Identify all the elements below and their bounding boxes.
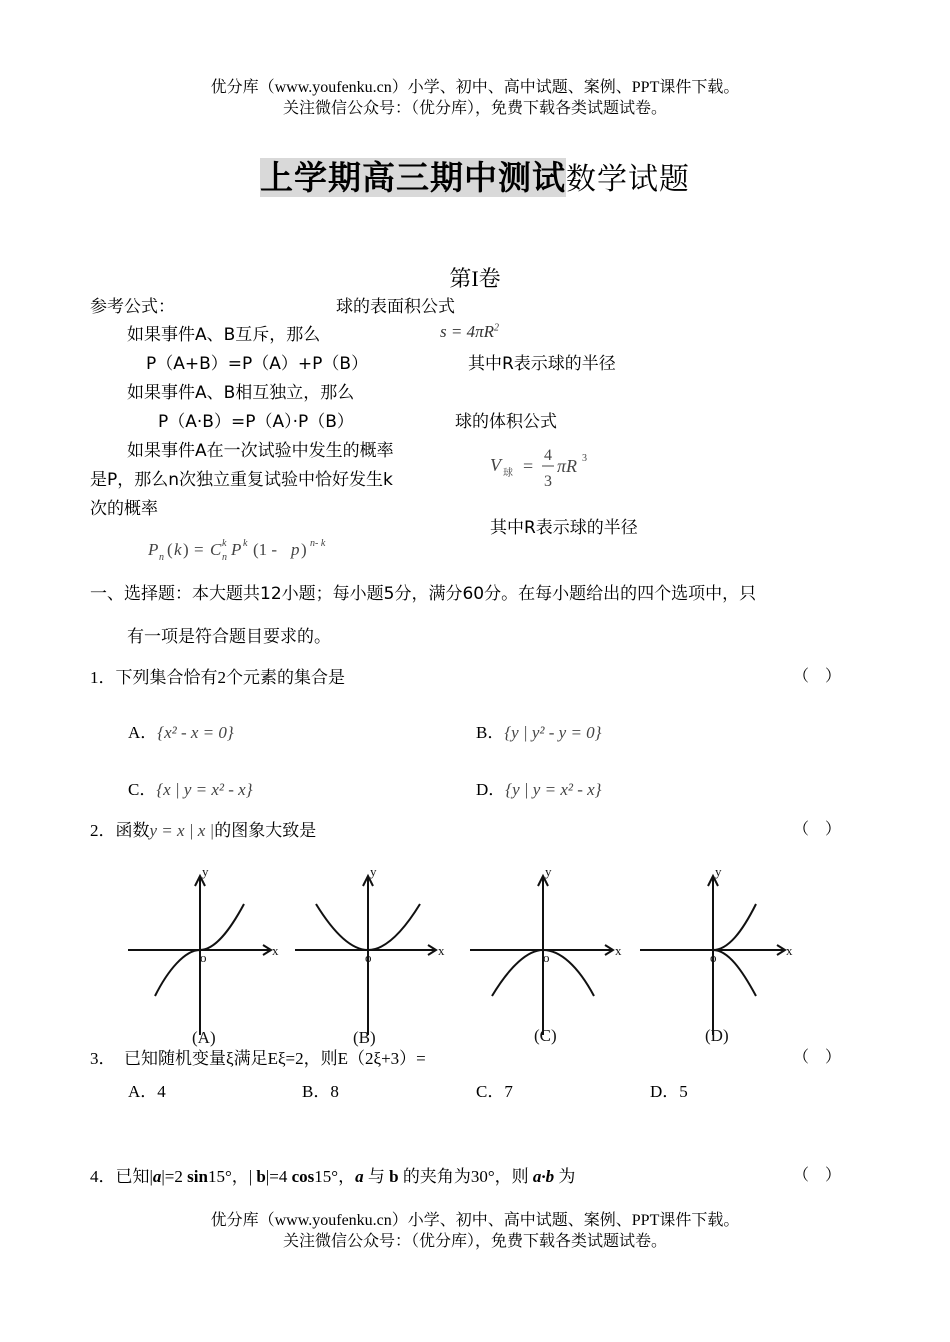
- q4-part-5: 15°，: [314, 1167, 356, 1186]
- svg-text:=: =: [523, 456, 534, 476]
- q3-stem: 3． 已知随机变量ξ满足Eξ=2，则E（2ξ+3）=: [90, 1049, 426, 1068]
- q1-stem: 1．下列集合恰有2个元素的集合是: [90, 668, 345, 687]
- binomial-formula: [148, 535, 368, 565]
- q1-option-b-label: B．: [476, 723, 505, 742]
- q4-part-7: 的夹角为30°，则: [402, 1167, 529, 1186]
- graph-a-x-label: x: [272, 943, 279, 958]
- svg-text:(1 -: (1 -: [253, 540, 278, 559]
- q4-part-1: 4．已知|: [90, 1167, 153, 1186]
- q1-option-d-text: {y | y = x² - x}: [505, 780, 602, 799]
- svg-text:C: C: [210, 540, 222, 559]
- section1-line-1: 一、选择题：本大题共12小题；每小题5分，满分60分。在每小题给出的四个选项中，只: [90, 584, 757, 604]
- q3-option-b: [302, 1077, 339, 1102]
- q1-option-c-text: {x | y = x² - x}: [156, 780, 253, 799]
- sphere-volume-label: 球的体积公式: [455, 412, 557, 432]
- q4-vector-b-2: b: [389, 1167, 399, 1186]
- footer-line-2: 关注微信公众号：（优分库），免费下载各类试题试卷。: [282, 1233, 667, 1250]
- q4-part-6: 与: [367, 1167, 385, 1186]
- svg-text:p: p: [291, 540, 300, 559]
- q3-option-b-text: 8: [330, 1082, 339, 1101]
- svg-text:n: n: [159, 552, 164, 563]
- q3-option-a-label: A．: [128, 1082, 158, 1101]
- svg-text:V: V: [490, 455, 501, 475]
- q4-sin: sin: [187, 1167, 208, 1186]
- q3-answer-blank: （ ）: [793, 1049, 842, 1066]
- q3-option-d-label: D．: [650, 1082, 680, 1101]
- ref-label: 参考公式：: [90, 297, 175, 317]
- q1-option-d: [476, 775, 601, 800]
- page-title: [0, 152, 950, 199]
- q3-option-c: [476, 1077, 513, 1102]
- q1-option-b-text: {y | y² - y = 0}: [504, 723, 602, 742]
- sphere-surface-label: 球的表面积公式: [336, 297, 455, 317]
- q4-part-4: |=4: [265, 1167, 288, 1186]
- mutex-formula: P（A+B）=P（A）+P（B）: [146, 354, 369, 374]
- q3-option-a: [128, 1077, 166, 1102]
- radius-note-2: 其中R表示球的半径: [490, 518, 638, 538]
- svg-text:球: 球: [503, 468, 513, 479]
- q4-stem: [90, 1162, 575, 1187]
- q2-stem: [90, 816, 316, 841]
- graph-c-label: (C): [534, 1026, 557, 1045]
- q3-option-c-text: 7: [504, 1082, 513, 1101]
- graph-c-x-label: x: [615, 943, 622, 958]
- svg-text:=: =: [194, 540, 204, 559]
- q1-option-c: [128, 775, 253, 800]
- radius-note-1: 其中R表示球的半径: [468, 354, 616, 374]
- q3-option-d: [650, 1077, 688, 1102]
- svg-text:n- k: n- k: [310, 538, 326, 549]
- sphere-volume-formula: [490, 446, 610, 496]
- q4-part-3: 15°，|: [207, 1167, 253, 1186]
- svg-text:(: (: [167, 540, 173, 559]
- q3-option-b-label: B．: [302, 1082, 331, 1101]
- q4-vector-b: b: [256, 1167, 266, 1186]
- q1-option-b: [476, 718, 601, 743]
- graph-b-x-label: x: [438, 943, 445, 958]
- svg-text:4: 4: [544, 447, 552, 464]
- svg-text:πR: πR: [557, 456, 578, 476]
- svg-text:): ): [183, 540, 189, 559]
- q1-option-a-text: {x² - x = 0}: [157, 723, 234, 742]
- q2-stem-suffix: 的图象大致是: [214, 821, 317, 840]
- footer-line-1: 优分库（www.youfenku.cn）小学、初中、高中试题、案例、PPT课件下载。: [210, 1212, 740, 1229]
- title-rest: 数学试题: [566, 162, 690, 197]
- repeat-line-2: 是P，那么n次独立重复试验中恰好发生k: [90, 470, 393, 490]
- mutex-condition: 如果事件A、B互斥，那么: [127, 325, 321, 345]
- svg-text:): ): [301, 540, 307, 559]
- q3-option-c-label: C．: [476, 1082, 505, 1101]
- q4-vector-a-2: a: [355, 1167, 364, 1186]
- q4-dot-product: a·b: [532, 1167, 555, 1186]
- sphere-surface-formula: $s = 4\pi R^2$: [440, 322, 499, 341]
- header-line-1: 优分库（www.youfenku.cn）小学、初中、高中试题、案例、PPT课件下载。: [210, 79, 740, 96]
- graph-b-origin: o: [365, 950, 372, 965]
- q1-option-c-label: C．: [128, 780, 157, 799]
- q1-option-a: [128, 718, 234, 743]
- q4-part-8: 为: [558, 1167, 576, 1186]
- graph-d-origin: o: [710, 950, 717, 965]
- q2-stem-math: y = x | x |: [149, 821, 215, 840]
- volume-label: 第I卷: [449, 266, 501, 291]
- independent-formula: P（A·B）=P（A）·P（B）: [158, 412, 354, 432]
- graph-a-y-label: y: [202, 864, 209, 879]
- svg-text:k: k: [174, 540, 182, 559]
- q3-option-a-text: 4: [157, 1082, 166, 1101]
- graph-d-x-label: x: [786, 943, 793, 958]
- header-line-2: 关注微信公众号：（优分库），免费下载各类试题试卷。: [282, 100, 667, 117]
- repeat-line-3: 次的概率: [90, 499, 158, 519]
- graph-c: [470, 876, 613, 1035]
- graph-d-y-label: y: [715, 864, 722, 879]
- svg-text:P: P: [148, 540, 159, 559]
- graph-a-origin: o: [200, 950, 207, 965]
- q1-answer-blank: （ ）: [793, 668, 842, 685]
- graph-a-label: (A): [192, 1028, 216, 1047]
- graph-c-origin: o: [543, 950, 550, 965]
- graph-b-label: (B): [353, 1028, 376, 1047]
- q1-option-a-label: A．: [128, 723, 158, 742]
- graph-d-label: (D): [705, 1026, 729, 1045]
- q4-cos: cos: [291, 1167, 315, 1186]
- svg-text:n: n: [222, 552, 227, 563]
- q4-answer-blank: （ ）: [793, 1167, 842, 1184]
- title-highlighted: 上学期高三期中测试: [260, 158, 566, 197]
- svg-text:k: k: [243, 538, 248, 549]
- section1-line-2: 有一项是符合题目要求的。: [127, 627, 331, 647]
- independent-condition: 如果事件A、B相互独立，那么: [127, 383, 355, 403]
- q3-option-d-text: 5: [679, 1082, 688, 1101]
- graph-b-y-label: y: [370, 864, 377, 879]
- svg-text:3: 3: [582, 453, 587, 464]
- graph-c-y-label: y: [545, 864, 552, 879]
- svg-text:k: k: [222, 538, 227, 549]
- repeat-line-1: 如果事件A在一次试验中发生的概率: [127, 441, 394, 461]
- q1-option-d-label: D．: [476, 780, 506, 799]
- q4-vector-a: a: [152, 1167, 162, 1186]
- q2-graphs: [120, 860, 800, 1050]
- svg-text:P: P: [231, 540, 242, 559]
- q4-part-2: |=2: [161, 1167, 183, 1186]
- svg-text:3: 3: [544, 473, 552, 490]
- q2-stem-prefix: 2．函数: [90, 821, 150, 840]
- q2-answer-blank: （ ）: [793, 821, 842, 838]
